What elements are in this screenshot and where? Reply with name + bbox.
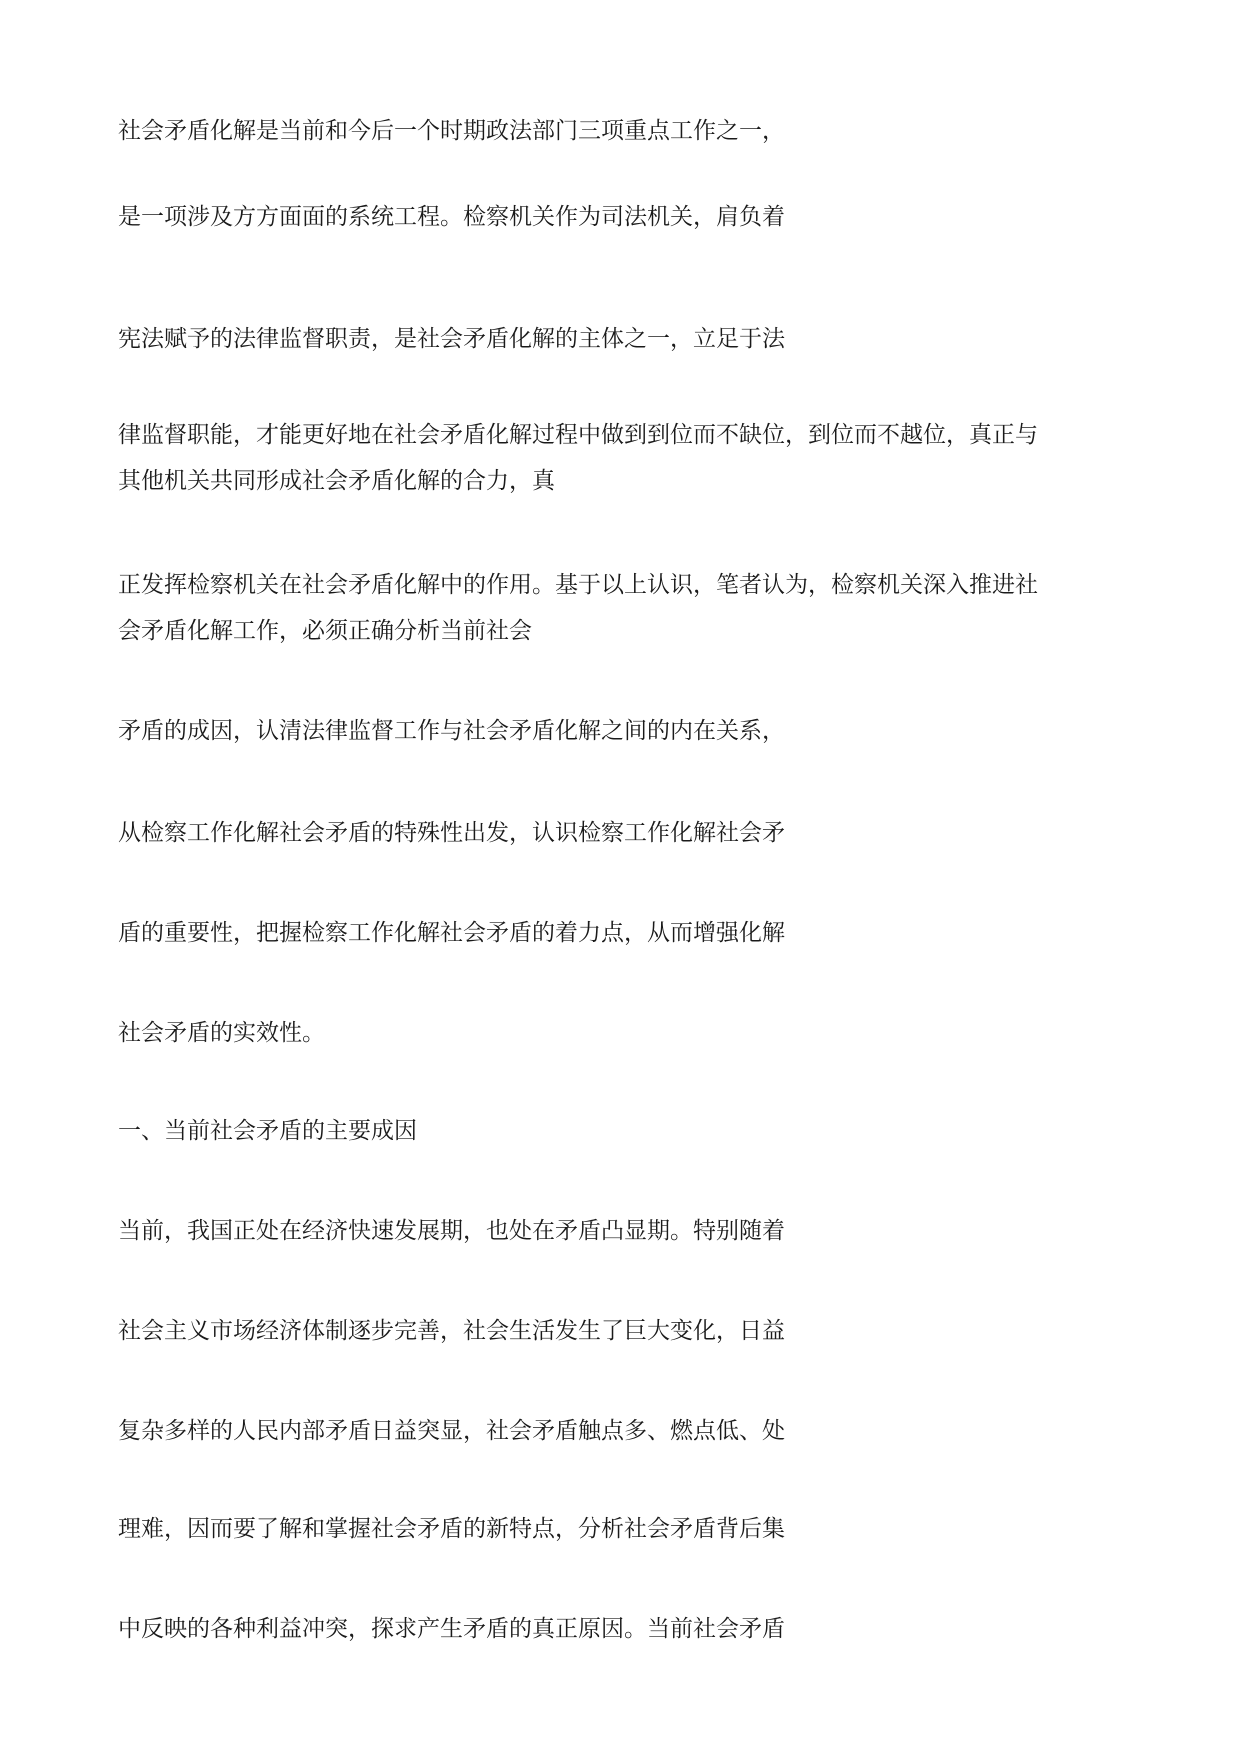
text-line-16: 理难，因而要了解和掌握社会矛盾的新特点，分析社会矛盾背后集 <box>118 1516 785 1542</box>
text-line-15: 复杂多样的人民内部矛盾日益突显，社会矛盾触点多、燃点低、处 <box>118 1418 785 1444</box>
text-line-5: 其他机关共同形成社会矛盾化解的合力，真 <box>118 468 555 494</box>
section-heading: 一、当前社会矛盾的主要成因 <box>118 1118 417 1144</box>
text-line-7: 会矛盾化解工作，必须正确分析当前社会 <box>118 618 532 644</box>
text-line-13: 当前，我国正处在经济快速发展期，也处在矛盾凸显期。特别随着 <box>118 1218 785 1244</box>
text-line-2: 是一项涉及方方面面的系统工程。检察机关作为司法机关，肩负着 <box>118 204 785 230</box>
text-line-3: 宪法赋予的法律监督职责，是社会矛盾化解的主体之一，立足于法 <box>118 326 785 352</box>
text-line-9: 从检察工作化解社会矛盾的特殊性出发，认识检察工作化解社会矛 <box>118 820 785 846</box>
text-line-4: 律监督职能，才能更好地在社会矛盾化解过程中做到到位而不缺位，到位而不越位，真正与 <box>118 422 1038 448</box>
text-line-8: 矛盾的成因，认清法律监督工作与社会矛盾化解之间的内在关系， <box>118 718 785 744</box>
text-line-14: 社会主义市场经济体制逐步完善，社会生活发生了巨大变化，日益 <box>118 1318 785 1344</box>
text-line-11: 社会矛盾的实效性。 <box>118 1020 325 1046</box>
text-line-17: 中反映的各种利益冲突，探求产生矛盾的真正原因。当前社会矛盾 <box>118 1616 785 1642</box>
text-line-10: 盾的重要性，把握检察工作化解社会矛盾的着力点，从而增强化解 <box>118 920 785 946</box>
text-line-1: 社会矛盾化解是当前和今后一个时期政法部门三项重点工作之一， <box>118 118 785 144</box>
text-line-6: 正发挥检察机关在社会矛盾化解中的作用。基于以上认识，笔者认为，检察机关深入推进社 <box>118 572 1038 598</box>
